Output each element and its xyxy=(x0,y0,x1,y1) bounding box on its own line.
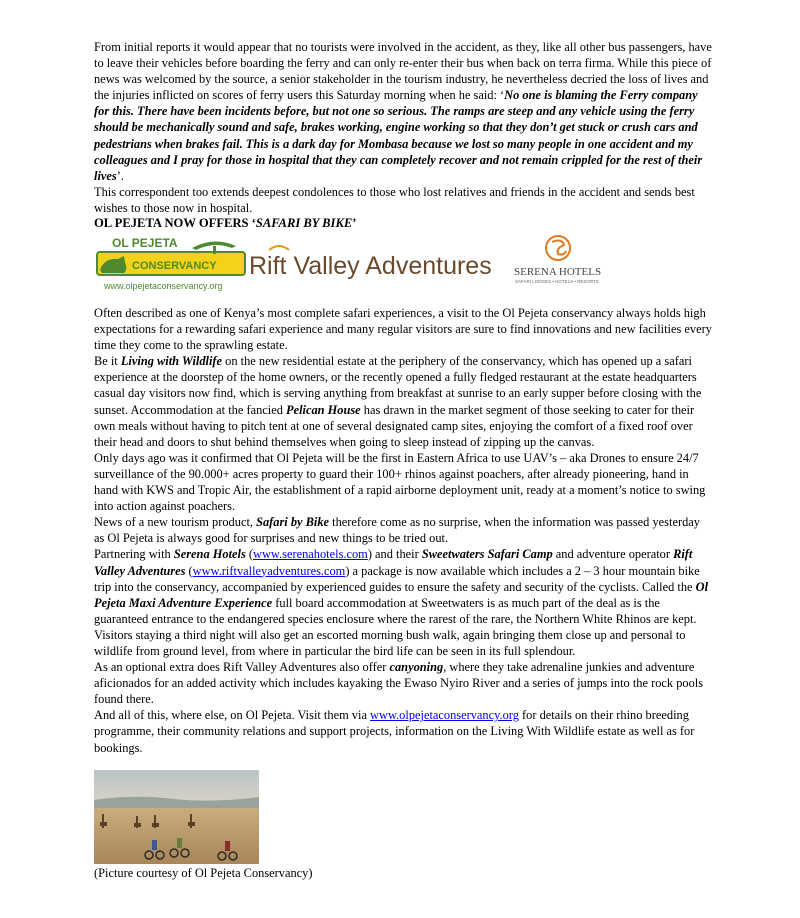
safari-bike-photo xyxy=(94,770,259,864)
emphasis: Safari by Bike xyxy=(256,515,330,530)
intro-paragraph-2: This correspondent too extends deepest condolences to those who lost relatives and friends in the accident and sends best wishes to those now in hospital. xyxy=(94,184,695,215)
emphasis: Ol Pejeta Maxi Adventure Experience xyxy=(94,579,709,610)
intro-paragraph-1 xyxy=(94,39,712,184)
text: As an optional extra does Rift Valley Adventures also offer xyxy=(94,660,390,675)
olpejeta-url: www.olpejetaconservancy.org xyxy=(104,281,223,291)
serena-emblem-icon xyxy=(552,241,566,255)
serena-logo xyxy=(514,236,601,284)
text: therefore come as no surprise, when the information was passed yesterday as Ol Pejeta is always good for surprises and new things to be tried out. xyxy=(94,515,700,546)
text: News of a new tourism product, xyxy=(94,515,257,530)
emphasis: Serena Hotels xyxy=(173,547,246,562)
article-paragraph-1: Often described as one of Kenya’s most complete safari experiences, a visit to the Ol Pejeta conservancy always holds high expectations for a rewarding safari experience and many regular visitors are sure to find innovations and new facilities every time they come to the sprawling estate. xyxy=(94,306,712,353)
article-paragraph-4 xyxy=(94,514,712,546)
text: ( xyxy=(245,547,254,562)
heading-italic: SAFARI BY BIKE xyxy=(255,216,353,230)
emphasis: Sweetwaters Safari Camp xyxy=(421,547,553,562)
serena-name: SERENA HOTELS xyxy=(514,266,602,278)
text: and adventure operator xyxy=(552,547,674,562)
olpejeta-name: OL PEJETA xyxy=(112,236,178,250)
section-heading xyxy=(94,216,356,231)
serena-link[interactable]: www.serenahotels.com xyxy=(253,547,368,562)
rift-valley-name: Rift Valley Adventures xyxy=(249,252,492,280)
photo-caption: (Picture courtesy of Ol Pejeta Conservancy) xyxy=(94,866,313,880)
article-paragraph-3: Only days ago was it confirmed that Ol Pejeta will be the first in Eastern Africa to use UAV’s – aka Drones to ensure 24/7 surveillance of the 90.000+ acres property to guard their 100+ rhinos against poachers, after already pioneering, hand in hand with KWS and Tropic Air, the establishment of a rapid airborne deployment unit, ready at a moment’s notice to swing into action against poachers. xyxy=(94,450,706,514)
text: Be it xyxy=(94,354,121,369)
emphasis: Living with Wildlife xyxy=(120,354,223,369)
text: From initial reports it would appear that no tourists were involved in the accident, as they, like all other bus passengers, have to leave their vehicles before boarding the ferry and can only re-enter their bus when back on terra firma. While this piece of news was welcomed by the source, a senior stakeholder in the tourism industry, he nevertheless decried the loss of lives and the injuries inflicted on scores of ferry users this Saturday morning when he said: ‘ xyxy=(94,40,712,103)
rift-valley-link[interactable]: www.riftvalleyadventures.com xyxy=(192,563,346,578)
text: has drawn in the market segment of those seeking to cater for their own meals without having to pitch tent at one of several designated camp sites, enjoying the comfort of a fixed roof over their head and doors to shut behind themselves when going to sleep instead of zipping up the canvas. xyxy=(94,402,695,449)
heading-text: OL PEJETA NOW OFFERS ‘ xyxy=(94,216,256,230)
olpejeta-link[interactable]: www.olpejetaconservancy.org xyxy=(370,708,519,723)
quote-text: No one is blaming the Ferry company for this. There have been incidents before, but not one so serious. The ramps are steep and any vehicle using the ferry should be mechanically sound and safe, brakes working, engine working so that they don’t get stuck or crush cars and pedestrians when brakes fail. This is a dark day for Mombasa because we lost so many people in one accident and my colleagues and I pray for those in hospital that they can completely recover and not remain crippled for the rest of their lives xyxy=(94,88,703,183)
intro-section xyxy=(94,39,712,216)
article-paragraph-2 xyxy=(94,353,712,450)
text: Partnering with xyxy=(94,547,174,562)
text: on the new residential estate at the periphery of the conservancy, which has opened up a safari experience at the doorstep of the home owners, or the recently opened a fully fledged restaurant at the estate headquarters casual day visitors now find, which is serving anything from breakfast at sunrise to an early supper before closing with the sunset. Accommodation at the fancied xyxy=(94,354,702,417)
text: ) a package is now available which includes a 2 – 3 hour mountain bike trip into the conservancy, accompanied by experienced guides to ensure the safety and security of the cyclists. Called the xyxy=(94,563,700,594)
rift-valley-logo xyxy=(249,246,492,280)
text: ’. xyxy=(116,168,124,183)
article-paragraph-5 xyxy=(94,546,712,659)
text: ) and their xyxy=(367,547,422,562)
text: full board accommodation at Sweetwaters is as much part of the deal as is the guaranteed entrance to the endangered species enclosure where the rarest of the rare, the Northern White Rhinos are kept. Visitors staying a third night will also get an escorted morning bush walk, again bringing them close up and personal to wildlife from ground level, from where in particular the bird life can be seen in its full splendour. xyxy=(94,595,697,658)
olpejeta-sub: CONSERVANCY xyxy=(132,260,217,272)
text: for details on their rhino breeding programme, their community relations and support projects, information on the Living With Wildlife estate as well as for bookings. xyxy=(94,708,695,755)
text: ( xyxy=(185,563,193,578)
emphasis: canyoning xyxy=(389,660,444,675)
heading-end: ’ xyxy=(352,216,357,230)
text: , where they take adrenaline junkies and adventure aficionados for an added activity which includes kayaking the Ewaso Nyiro River and a series of jumps into the rock pools found there. xyxy=(94,660,704,707)
text: And all of this, where else, on Ol Pejeta. Visit them via xyxy=(94,708,371,723)
emphasis: Pelican House xyxy=(286,402,361,417)
serena-sub: SAFARI LODGES • HOTELS • RESORTS xyxy=(515,279,599,284)
partner-logos xyxy=(94,232,634,296)
article-paragraph-7 xyxy=(94,707,712,755)
article-body xyxy=(94,305,712,756)
article-paragraph-6 xyxy=(94,659,712,707)
olpejeta-logo xyxy=(97,236,245,291)
emphasis: Rift Valley Adventures xyxy=(94,547,693,578)
